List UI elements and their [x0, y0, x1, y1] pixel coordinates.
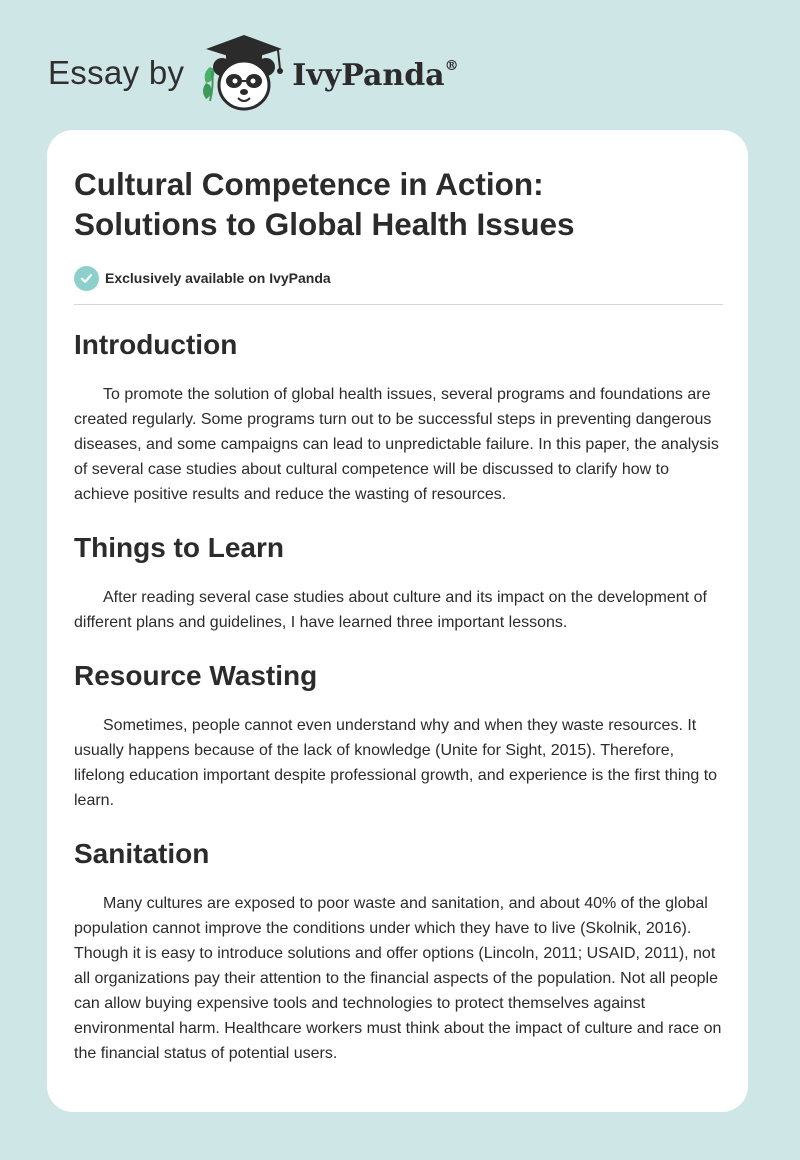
- panda-logo-icon: [198, 31, 290, 115]
- essay-title: [74, 164, 723, 244]
- section-text-resource-wasting: Sometimes, people cannot even understand why and when they waste resources. It usually happens because of the lack of knowledge (Unite for Sight, 2015). Therefore, lifelong education important despite professional growth, and experience is the first thing to learn.: [74, 717, 718, 809]
- section-text-introduction: To promote the solution of global health issues, several programs and foundations are created regularly. Some programs turn out to be successful steps in preventing dangerous diseases, and some campaigns can lead to unpredictable failure. In this paper, the analysis of several case studies about cultural competence will be discussed to clarify how to achieve positive results and reduce the wasting of resources.: [74, 386, 719, 503]
- section-heading-sanitation: Sanitation: [74, 838, 210, 869]
- title-divider: [74, 304, 723, 305]
- site-header: [48, 30, 459, 116]
- brand-name: IvyPanda®: [292, 57, 459, 93]
- exclusive-label: Exclusively available on IvyPanda: [105, 270, 331, 286]
- title-line-2: Solutions to Global Health Issues: [74, 206, 575, 242]
- section-text-sanitation: Many cultures are exposed to poor waste and sanitation, and about 40% of the global population cannot improve the conditions under which they have to live (Skolnik, 2016). Though it is easy to introduce solutions and offer options (Lincoln, 2011; USAID, 2011), not all organizations pay their attention to the financial aspects of the population. Not all people can allow buying expensive tools and technologies to protect themselves against environmental harm. Healthcare workers must think about the impact of culture and race on the financial status of potential users.: [74, 895, 722, 1062]
- essay-content: [74, 164, 723, 1066]
- title-line-1: Cultural Competence in Action:: [74, 166, 544, 202]
- section-heading-things-to-learn: Things to Learn: [74, 532, 284, 563]
- exclusive-badge: [74, 265, 723, 291]
- section-heading-introduction: Introduction: [74, 329, 238, 360]
- section-heading-resource-wasting: Resource Wasting: [74, 660, 318, 691]
- check-icon: [74, 266, 99, 291]
- section-text-things-to-learn: After reading several case studies about culture and its impact on the development of different plans and guidelines, I have learned three important lessons.: [74, 589, 707, 631]
- essay-card: [47, 130, 748, 1112]
- essay-by-label: Essay by: [48, 54, 185, 91]
- registered-mark: ®: [444, 57, 459, 74]
